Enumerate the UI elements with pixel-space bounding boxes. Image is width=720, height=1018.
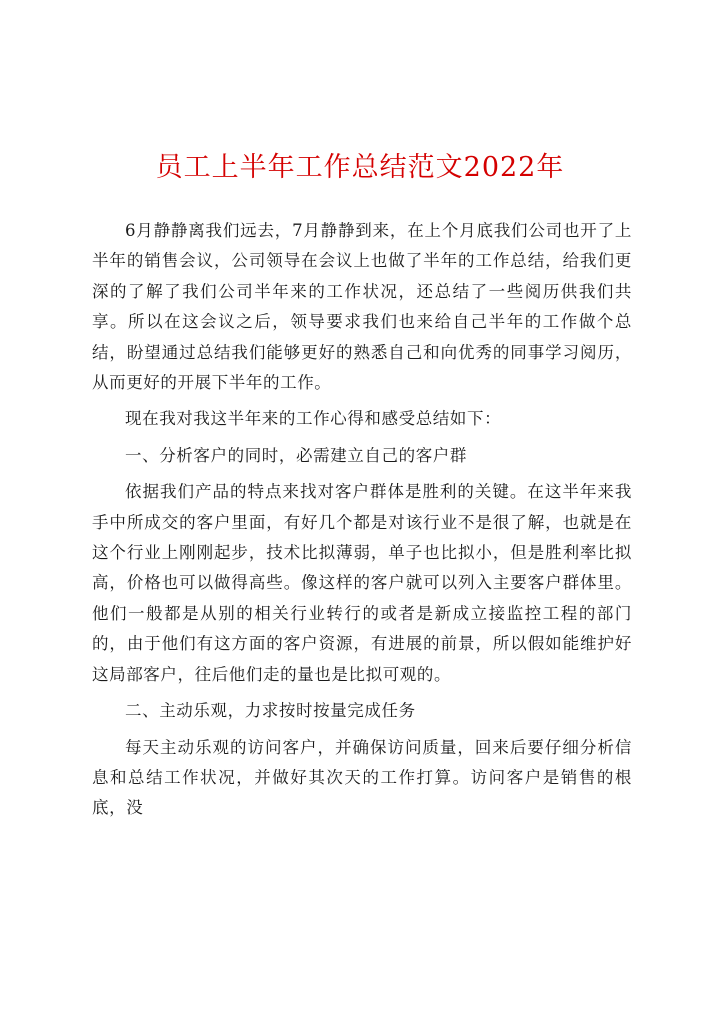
- paragraph: 依据我们产品的特点来找对客户群体是胜利的关键。在这半年来我手中所成交的客户里面，有好几个都是对该行业不是很了解，也就是在这个行业上刚刚起步，技术比拟薄弱，单子也比拟小，但是胜利率比拟高，价格也可以做得高些。像这样的客户就可以列入主要客户群体里。他们一般都是从别的相关行业转行的或者是新成立接监控工程的部门的，由于他们有这方面的客户资源，有进展的前景，所以假如能维护好这局部客户，往后他们走的量也是比拟可观的。: [92, 482, 632, 684]
- section-heading: 二、主动乐观，力求按时按量完成任务: [125, 701, 416, 721]
- paragraph: 每天主动乐观的访问客户，并确保访问质量，回来后要仔细分析信息和总结工作状况，并做好其次天的工作打算。访问客户是销售的根底，没: [92, 737, 632, 818]
- document-body: [92, 216, 632, 830]
- document-title: 员工上半年工作总结范文2022年: [155, 152, 565, 183]
- section-heading: 一、分析客户的同时，必需建立自己的客户群: [125, 445, 467, 465]
- paragraph: 现在我对我这半年来的工作心得和感受总结如下：: [125, 409, 502, 429]
- paragraph: 6月静静离我们远去，7月静静到来，在上个月底我们公司也开了上半年的销售会议，公司领导在会议上也做了半年的工作总结，给我们更深的了解了我们公司半年来的工作状况，还总结了一些阅历供我们共享。所以在这会议之后，领导要求我们也来给自己半年的工作做个总结，盼望通过总结我们能够更好的熟悉自己和向优秀的同事学习阅历，从而更好的开展下半年的工作。: [92, 221, 632, 393]
